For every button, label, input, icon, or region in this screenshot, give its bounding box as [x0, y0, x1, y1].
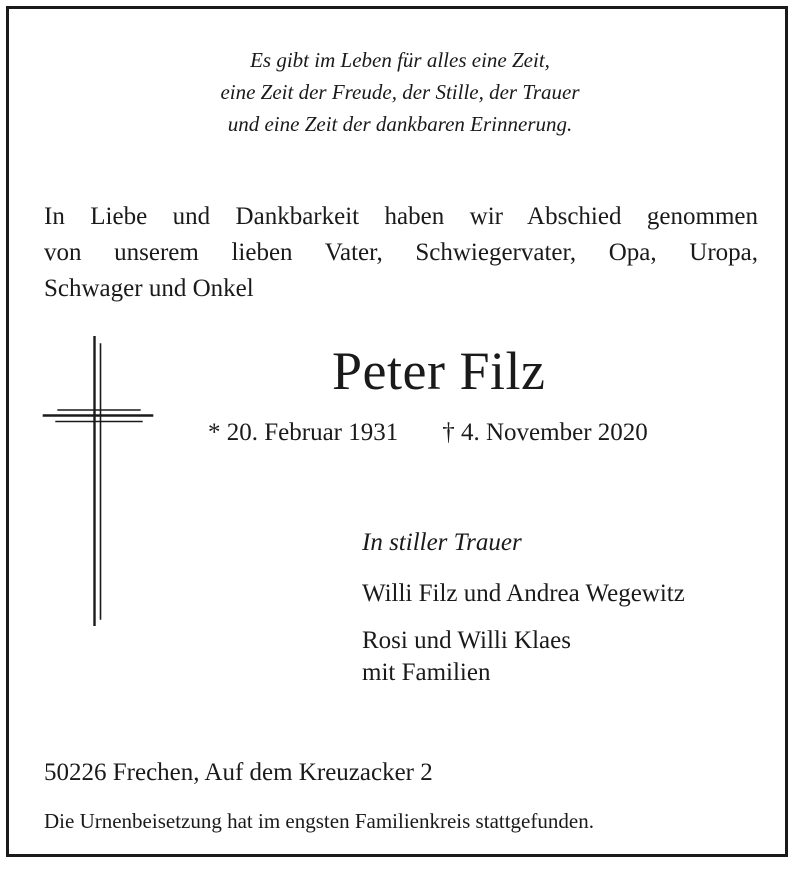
motto-line-3: und eine Zeit der dankbaren Erinnerung.	[227, 112, 573, 136]
motto-line-1: Es gibt im Leben für alles eine Zeit,	[250, 48, 550, 72]
motto-line-2: eine Zeit der Freude, der Stille, der Trauer	[220, 80, 580, 104]
cross-icon	[42, 336, 154, 626]
mourner-3: mit Familien	[362, 659, 491, 686]
intro-text	[44, 199, 758, 307]
mourners-list	[362, 578, 685, 689]
mourning-title: In stiller Trauer	[362, 529, 522, 556]
intro-line-1: In Liebe und Dankbarkeit haben wir Abschied genommen	[44, 203, 758, 230]
intro-line-3: Schwager und Onkel	[44, 275, 254, 302]
birth-date: * 20. Februar 1931	[208, 419, 399, 446]
address: 50226 Frechen, Auf dem Kreuzacker 2	[44, 759, 433, 786]
intro-line-2: von unserem lieben Vater, Schwiegervater, Opa, Uropa,	[44, 239, 758, 266]
mourner-2: Rosi und Willi Klaes	[362, 627, 571, 654]
motto-verse	[0, 44, 800, 140]
death-date: † 4. November 2020	[442, 419, 648, 446]
mourner-1: Willi Filz und Andrea Wegewitz	[362, 580, 685, 607]
deceased-name: Peter Filz	[332, 341, 546, 401]
life-dates	[208, 417, 648, 449]
burial-note: Die Urnenbeisetzung hat im engsten Familienkreis stattgefunden.	[44, 809, 594, 833]
